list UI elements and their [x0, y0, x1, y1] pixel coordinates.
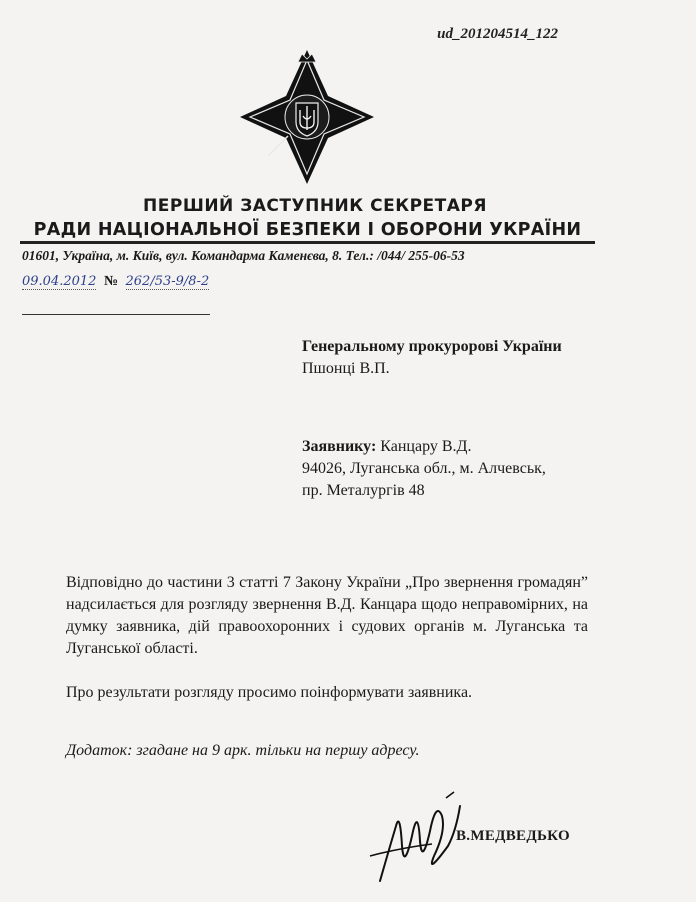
nsdc-emblem-icon [238, 48, 376, 186]
body-paragraph-1: Відповідно до частини 3 статті 7 Закону України „Про звернення громадян” надсилається для розгляду звернення В.Д. Канцара щодо неправомірних, на думку заявника, дій правоохоронних і судових органів м. Луганська та Луганської області. [66, 574, 588, 657]
addressee-block [302, 336, 562, 380]
document-id: ud_201204514_122 [437, 26, 558, 42]
number-sign: № [103, 274, 119, 289]
applicant-address-line1: 94026, Луганська обл., м. Алчевськ, [302, 460, 546, 477]
addressee-name: Пшонці В.П. [302, 360, 390, 377]
applicant-name: Канцару В.Д. [380, 438, 472, 455]
body-paragraph-2: Про результати розгляду просимо поінформувати заявника. [66, 684, 473, 701]
header-title-line1: ПЕРШИЙ ЗАСТУПНИК СЕКРЕТАРЯ [143, 196, 487, 216]
applicant-label: Заявнику: [302, 438, 377, 455]
addressee-title: Генеральному прокуророві України [302, 338, 562, 355]
header-address: 01601, Україна, м. Київ, вул. Командарма Каменєва, 8. Тел.: /044/ 255-06-53 [22, 248, 465, 263]
header-title-line2: РАДИ НАЦІОНАЛЬНОЇ БЕЗПЕКИ І ОБОРОНИ УКРАЇНИ [20, 220, 595, 244]
attachment-note: Додаток: згадане на 9 арк. тільки на першу адресу. [66, 742, 420, 759]
applicant-line1 [302, 436, 546, 458]
registration-number: 262/53-9/8-2 [125, 274, 210, 289]
registration-line [22, 274, 209, 290]
registration-date: 09.04.2012 [22, 274, 97, 289]
applicant-block [302, 436, 546, 502]
applicant-address-line2: пр. Металургів 48 [302, 482, 425, 499]
handwritten-signature [360, 786, 470, 896]
signer-name: В.МЕДВЕДЬКО [456, 828, 570, 844]
registration-divider [22, 314, 210, 315]
